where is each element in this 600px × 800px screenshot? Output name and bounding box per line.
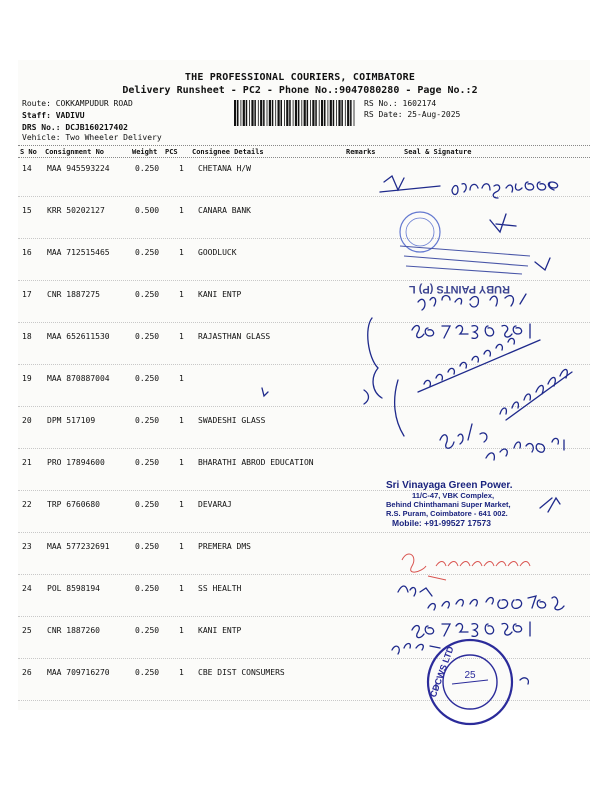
row-21-sno: 21 bbox=[22, 458, 32, 467]
row-20-pcs: 1 bbox=[179, 416, 184, 425]
row-21-consignment: PRO 17894600 bbox=[47, 458, 105, 467]
col-sno: S No bbox=[20, 148, 37, 156]
row-16-consignee: GOODLUCK bbox=[198, 248, 237, 257]
row-divider bbox=[18, 196, 590, 197]
row-19-sno: 19 bbox=[22, 374, 32, 383]
row-19-weight: 0.250 bbox=[135, 374, 160, 383]
row-divider bbox=[18, 406, 590, 407]
col-weight: Weight bbox=[132, 148, 158, 156]
vinayaga-stamp-line3: R.S. Puram, Coimbatore - 641 002. bbox=[386, 509, 508, 518]
row-18-consignee: RAJASTHAN GLASS bbox=[198, 332, 271, 341]
row-18-sno: 18 bbox=[22, 332, 32, 341]
row-divider bbox=[18, 616, 590, 617]
row-15-sno: 15 bbox=[22, 206, 32, 215]
row-14-sno: 14 bbox=[22, 164, 32, 173]
col-consignee: Consignee Details bbox=[192, 148, 264, 156]
row-divider bbox=[18, 238, 590, 239]
staff-label: Staff: VADIVU bbox=[22, 111, 85, 120]
round-seal-text: CDCWS LTD bbox=[427, 644, 456, 699]
row-24-consignment: POL 8598194 bbox=[47, 584, 100, 593]
row-15-pcs: 1 bbox=[179, 206, 184, 215]
row-14-pcs: 1 bbox=[179, 164, 184, 173]
row-25-consignee: KANI ENTP bbox=[198, 626, 242, 635]
row-14-consignee: CHETANA H/W bbox=[198, 164, 251, 173]
col-consignment: Consignment No bbox=[45, 148, 105, 156]
row-divider bbox=[18, 574, 590, 575]
company-title: THE PROFESSIONAL COURIERS, COIMBATORE bbox=[184, 72, 416, 83]
row-19-pcs: 1 bbox=[179, 374, 184, 383]
vinayaga-stamp-mobile: Mobile: +91-99527 17573 bbox=[392, 518, 491, 528]
vinayaga-stamp-name: Sri Vinayaga Green Power. bbox=[386, 480, 513, 491]
row-17-weight: 0.250 bbox=[135, 290, 160, 299]
col-remarks: Remarks bbox=[346, 148, 376, 156]
row-20-weight: 0.250 bbox=[135, 416, 160, 425]
row-19-consignment: MAA 870887004 bbox=[47, 374, 110, 383]
barcode bbox=[234, 100, 358, 126]
row-22-consignee: DEVARAJ bbox=[198, 500, 232, 509]
row-24-sno: 24 bbox=[22, 584, 32, 593]
row-25-pcs: 1 bbox=[179, 626, 184, 635]
row-25-consignment: CNR 1887260 bbox=[47, 626, 100, 635]
row-23-pcs: 1 bbox=[179, 542, 184, 551]
row-26-consignee: CBE DIST CONSUMERS bbox=[198, 668, 285, 677]
row-15-consignment: KRR 50202127 bbox=[47, 206, 105, 215]
row-15-weight: 0.500 bbox=[135, 206, 160, 215]
row-15-consignee: CANARA BANK bbox=[198, 206, 251, 215]
row-17-pcs: 1 bbox=[179, 290, 184, 299]
row-23-sno: 23 bbox=[22, 542, 32, 551]
row-20-consignee: SWADESHI GLASS bbox=[198, 416, 266, 425]
row-22-pcs: 1 bbox=[179, 500, 184, 509]
row-divider bbox=[18, 280, 590, 281]
row-21-consignee: BHARATHI ABROD EDUCATION bbox=[198, 458, 314, 467]
row-20-consignment: DPM 517109 bbox=[47, 416, 96, 425]
row-24-weight: 0.250 bbox=[135, 584, 160, 593]
svg-text:25: 25 bbox=[464, 670, 476, 681]
row-17-sno: 17 bbox=[22, 290, 32, 299]
row-divider bbox=[18, 700, 590, 701]
row-divider bbox=[18, 532, 590, 533]
row-18-consignment: MAA 652611530 bbox=[47, 332, 110, 341]
runsheet-subtitle: Delivery Runsheet - PC2 - Phone No.:9047080280 - Page No.:2 bbox=[122, 85, 478, 96]
row-24-consignee: SS HEALTH bbox=[198, 584, 242, 593]
row-26-consignment: MAA 709716270 bbox=[47, 668, 110, 677]
row-18-weight: 0.250 bbox=[135, 332, 160, 341]
row-25-weight: 0.250 bbox=[135, 626, 160, 635]
ruby-paints-name: RUBY PAINTS (P) L bbox=[408, 283, 510, 295]
row-divider bbox=[18, 448, 590, 449]
row-21-pcs: 1 bbox=[179, 458, 184, 467]
row-16-sno: 16 bbox=[22, 248, 32, 257]
row-22-consignment: TRP 6760680 bbox=[47, 500, 100, 509]
drs-number: DRS No.: DCJB160217402 bbox=[22, 123, 128, 132]
vinayaga-stamp-line2: Behind Chinthamani Super Market, bbox=[386, 500, 511, 509]
row-16-weight: 0.250 bbox=[135, 248, 160, 257]
header-rule-top bbox=[18, 145, 590, 146]
row-26-sno: 26 bbox=[22, 668, 32, 677]
vehicle-label: Vehicle: Two Wheeler Delivery bbox=[22, 133, 162, 142]
header-rule-bottom bbox=[18, 157, 590, 158]
row-divider bbox=[18, 364, 590, 365]
row-21-weight: 0.250 bbox=[135, 458, 160, 467]
vinayaga-stamp bbox=[386, 480, 586, 528]
row-16-pcs: 1 bbox=[179, 248, 184, 257]
row-23-weight: 0.250 bbox=[135, 542, 160, 551]
row-24-pcs: 1 bbox=[179, 584, 184, 593]
row-22-sno: 22 bbox=[22, 500, 32, 509]
row-divider bbox=[18, 658, 590, 659]
row-22-weight: 0.250 bbox=[135, 500, 160, 509]
row-23-consignee: PREMERA DMS bbox=[198, 542, 251, 551]
row-14-consignment: MAA 945593224 bbox=[47, 164, 110, 173]
row-26-weight: 0.250 bbox=[135, 668, 160, 677]
col-pcs: PCS bbox=[165, 148, 178, 156]
row-16-consignment: MAA 712515465 bbox=[47, 248, 110, 257]
row-25-sno: 25 bbox=[22, 626, 32, 635]
row-20-sno: 20 bbox=[22, 416, 32, 425]
row-divider bbox=[18, 322, 590, 323]
row-23-consignment: MAA 577232691 bbox=[47, 542, 110, 551]
row-18-pcs: 1 bbox=[179, 332, 184, 341]
vinayaga-stamp-line1: 11/C-47, VBK Complex, bbox=[412, 491, 495, 500]
row-26-pcs: 1 bbox=[179, 668, 184, 677]
route-label: Route: COKKAMPUDUR ROAD bbox=[22, 99, 133, 108]
row-17-consignee: KANI ENTP bbox=[198, 290, 242, 299]
col-seal-signature: Seal & Signature bbox=[404, 148, 472, 156]
row-17-consignment: CNR 1887275 bbox=[47, 290, 100, 299]
row-14-weight: 0.250 bbox=[135, 164, 160, 173]
rs-date: RS Date: 25-Aug-2025 bbox=[364, 110, 461, 119]
rs-number: RS No.: 1602174 bbox=[364, 99, 437, 108]
